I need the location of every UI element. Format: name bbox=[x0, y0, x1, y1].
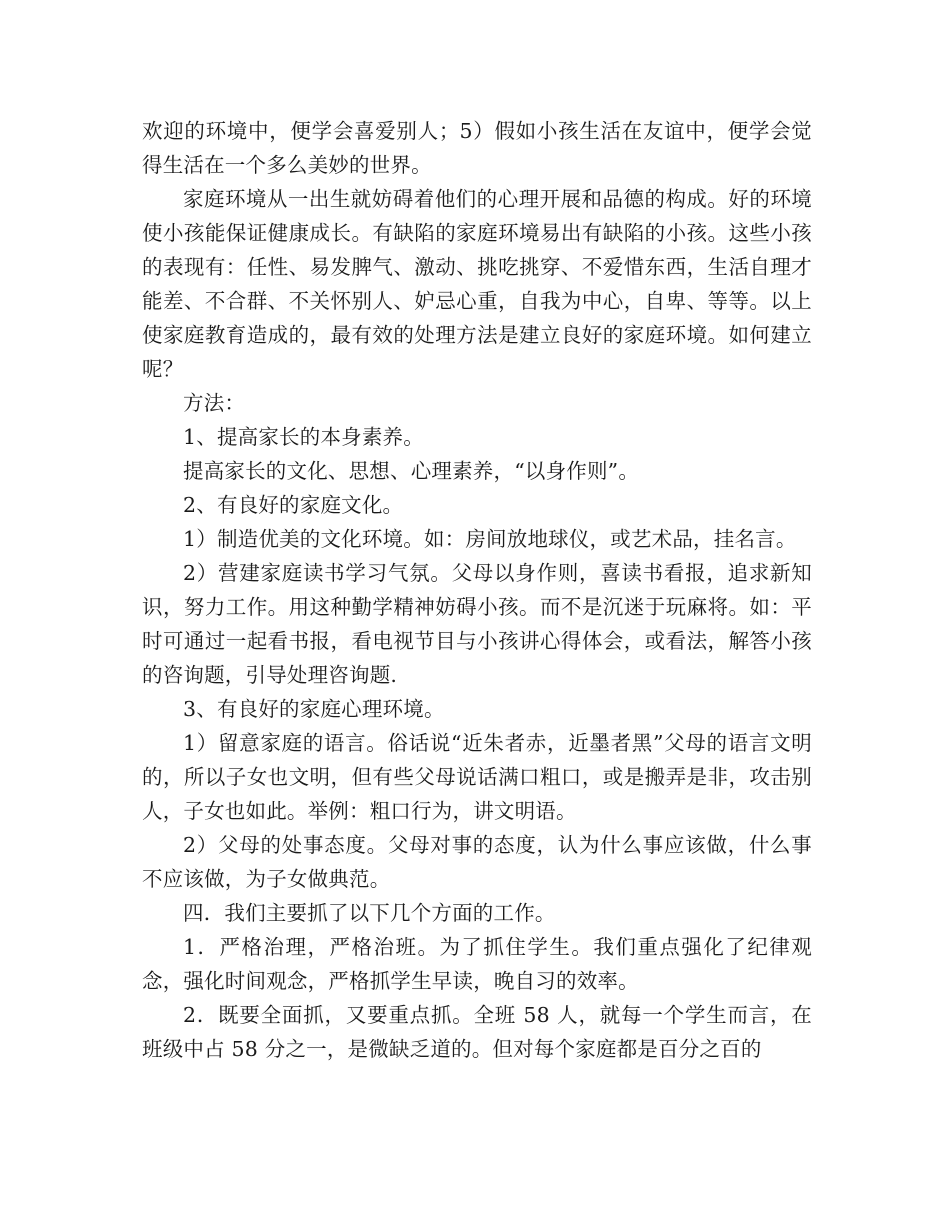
document-body bbox=[142, 114, 812, 1066]
paragraph-14: 2．既要全面抓，又要重点抓。全班 58 人，就每一个学生而言，在班级中占 58 分之一，是微缺乏道的。但对每个家庭都是百分之百的 bbox=[142, 1003, 812, 1061]
paragraph-8: 2）营建家庭读书学习气氛。父母以身作则，喜读书看报，追求新知识，努力工作。用这种勤学精神妨碍小孩。而不是沉迷于玩麻将。如：平时可通过一起看书报，看电视节目与小孩讲心得体会，或看法，解答小孩的咨询题，引导处理咨询题. bbox=[142, 561, 812, 687]
paragraph-3: 方法： bbox=[183, 391, 246, 415]
paragraph-5: 提高家长的文化、思想、心理素养，“以身作则”。 bbox=[183, 459, 640, 483]
paragraph-11: 2）父母的处事态度。父母对事的态度，认为什么事应该做，什么事不应该做，为子女做典范。 bbox=[142, 833, 812, 891]
paragraph-4: 1、提高家长的本身素养。 bbox=[183, 425, 424, 449]
paragraph-12: 四．我们主要抓了以下几个方面的工作。 bbox=[183, 901, 556, 925]
paragraph-10: 1）留意家庭的语言。俗话说“近朱者赤，近墨者黑”父母的语言文明的，所以子女也文明，但有些父母说话满口粗口，或是搬弄是非，攻击别人，子女也如此。举例：粗口行为，讲文明语。 bbox=[142, 731, 812, 823]
paragraph-13: 1．严格治理，严格治班。为了抓住学生。我们重点强化了纪律观念，强化时间观念，严格抓学生早读，晚自习的效率。 bbox=[142, 935, 812, 993]
paragraph-1: 欢迎的环境中，便学会喜爱别人；5）假如小孩生活在友谊中，便学会觉得生活在一个多么美妙的世界。 bbox=[142, 119, 812, 177]
paragraph-2: 家庭环境从一出生就妨碍着他们的心理开展和品德的构成。好的环境使小孩能保证健康成长。有缺陷的家庭环境易出有缺陷的小孩。这些小孩的表现有：任性、易发脾气、激动、挑吃挑穿、不爱惜东西，生活自理才能差、不合群、不关怀别人、妒忌心重，自我为中心，自卑、等等。以上使家庭教育造成的，最有效的处理方法是建立良好的家庭环境。如何建立呢？ bbox=[142, 187, 812, 381]
paragraph-7: 1）制造优美的文化环境。如：房间放地球仪，或艺术品，挂名言。 bbox=[183, 527, 797, 551]
paragraph-9: 3、有良好的家庭心理环境。 bbox=[183, 697, 445, 721]
paragraph-6: 2、有良好的家庭文化。 bbox=[183, 493, 404, 517]
